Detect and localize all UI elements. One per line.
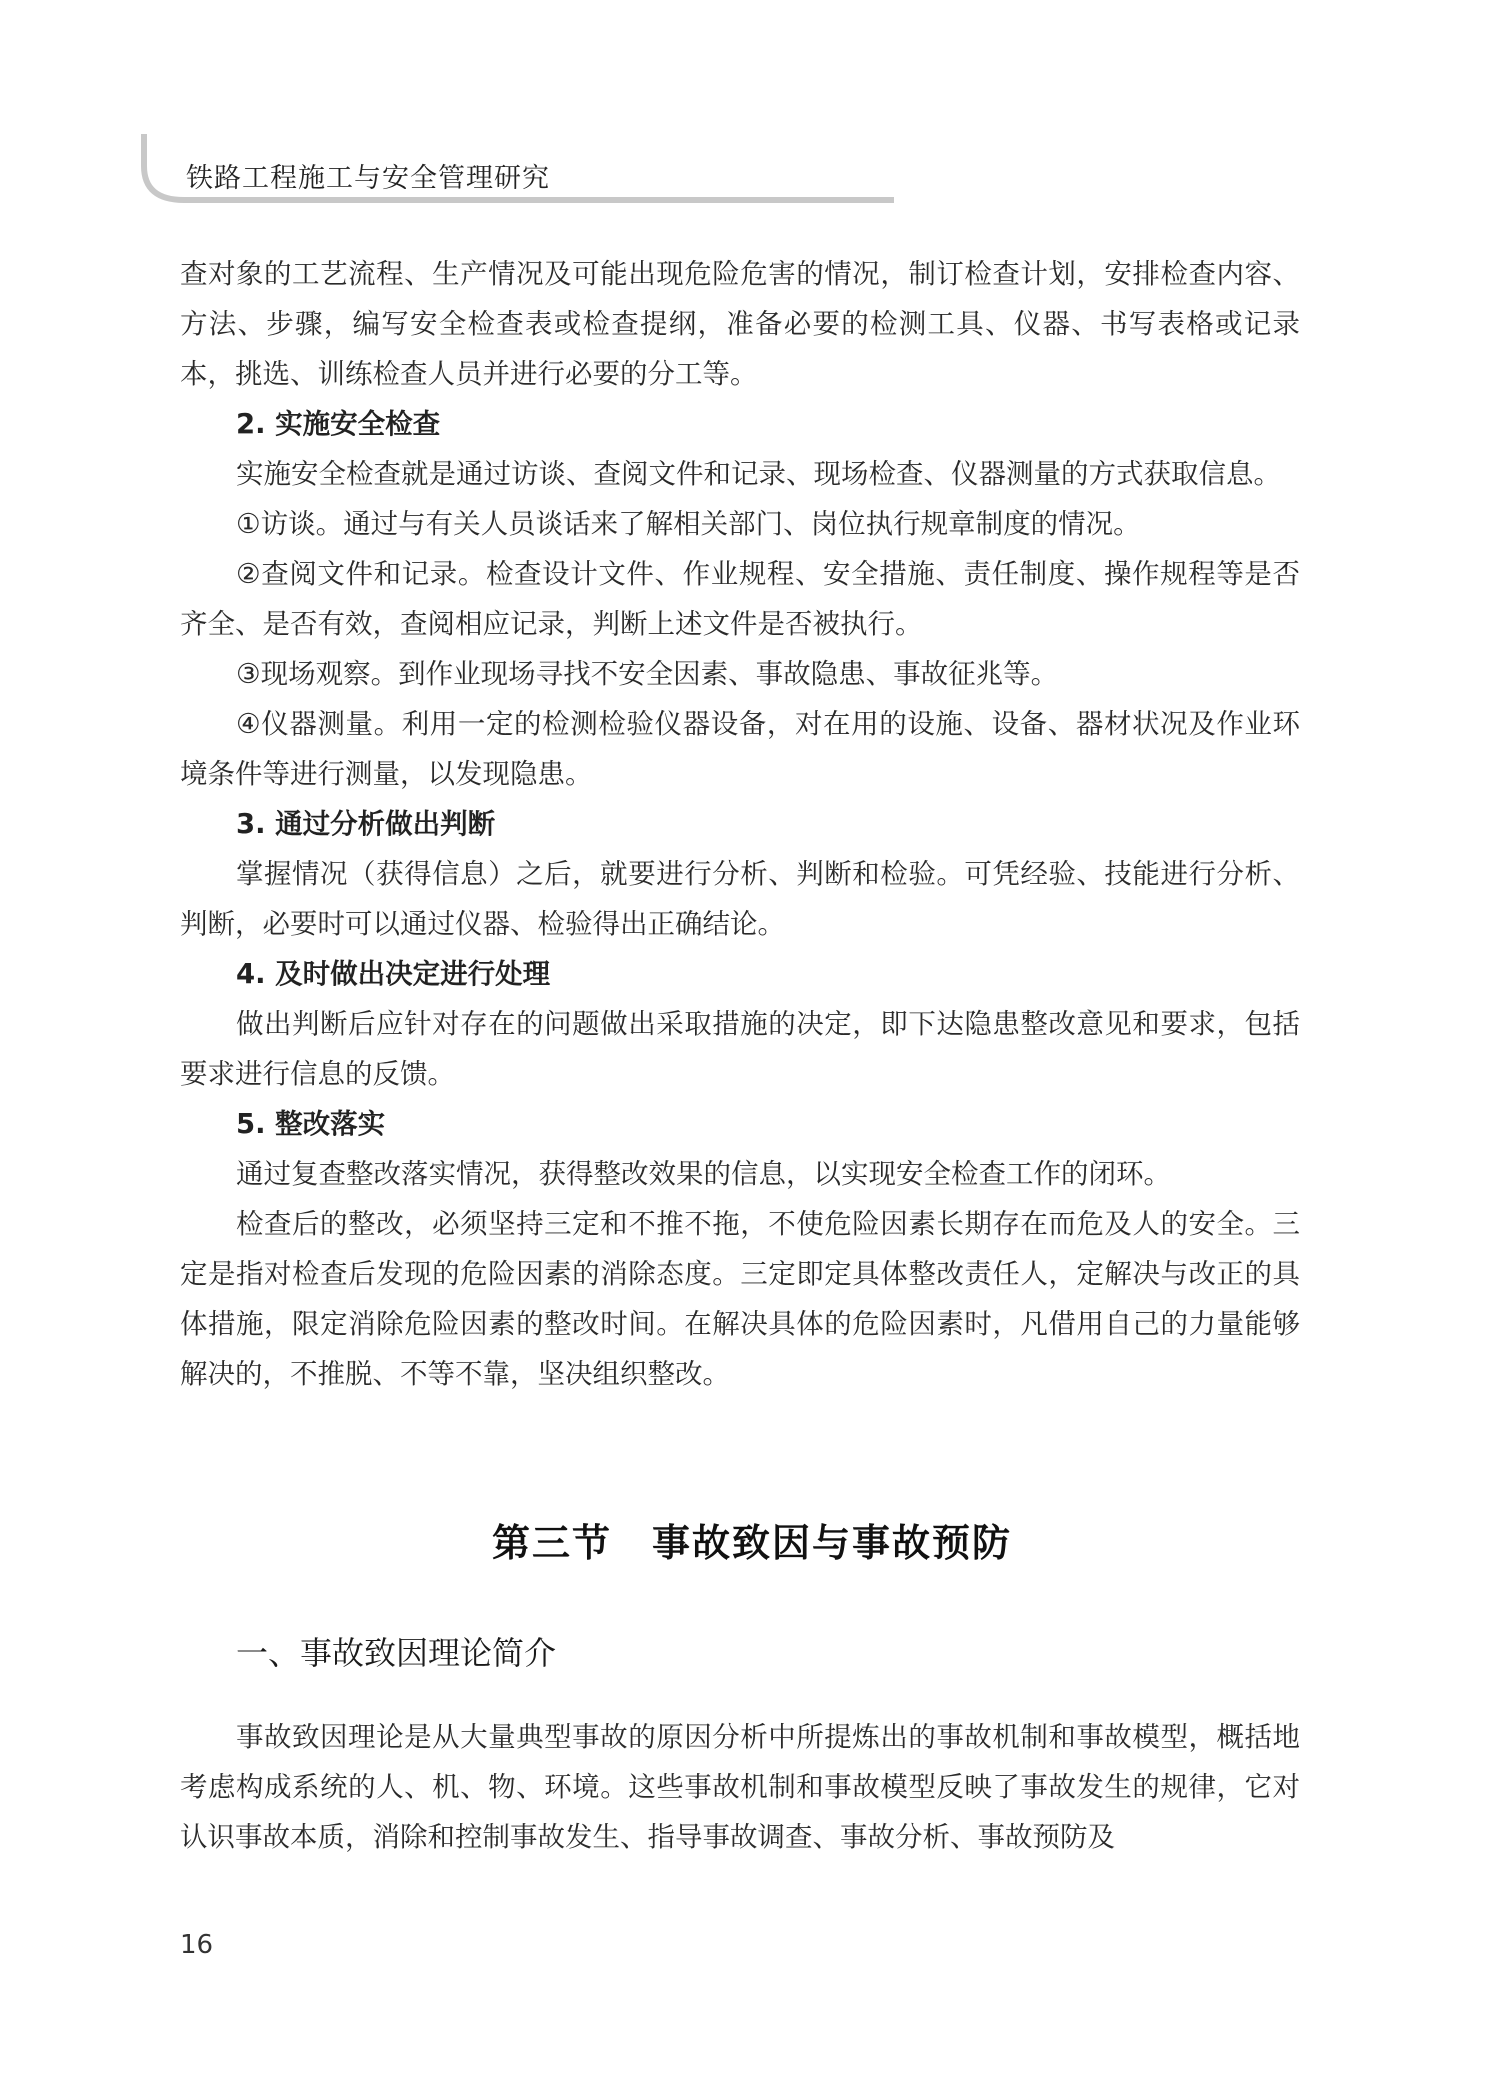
paragraph: 检查后的整改，必须坚持三定和不推不拖，不使危险因素长期存在而危及人的安全。三定是指对检查后发现的危险因素的消除态度。三定即定具体整改责任人，定解决与改正的具体措施，限定消除危险因素的整改时间。在解决具体的危险因素时，凡借用自己的力量能够解决的，不推脱、不等不靠，坚决组织整改。 bbox=[180, 1208, 1300, 1390]
paragraph: ①访谈。通过与有关人员谈话来了解相关部门、岗位执行规章制度的情况。 bbox=[236, 508, 1141, 540]
subheading: 3. 通过分析做出判断 bbox=[236, 808, 496, 840]
header-title: 铁路工程施工与安全管理研究 bbox=[186, 163, 550, 194]
running-header bbox=[136, 130, 896, 206]
body-text bbox=[180, 249, 1300, 1399]
subheading: 5. 整改落实 bbox=[236, 1108, 386, 1140]
paragraph: ②查阅文件和记录。检查设计文件、作业规程、安全措施、责任制度、操作规程等是否齐全、是否有效，查阅相应记录，判断上述文件是否被执行。 bbox=[180, 558, 1300, 640]
subheading: 4. 及时做出决定进行处理 bbox=[236, 958, 551, 990]
page-number: 16 bbox=[180, 1930, 214, 1960]
paragraph: 事故致因理论是从大量典型事故的原因分析中所提炼出的事故机制和事故模型，概括地考虑构成系统的人、机、物、环境。这些事故机制和事故模型反映了事故发生的规律，它对认识事故本质，消除和控制事故发生、指导事故调查、事故分析、事故预防及 bbox=[180, 1721, 1300, 1853]
paragraph: 实施安全检查就是通过访谈、查阅文件和记录、现场检查、仪器测量的方式获取信息。 bbox=[236, 458, 1281, 490]
paragraph: ④仪器测量。利用一定的检测检验仪器设备，对在用的设施、设备、器材状况及作业环境条件等进行测量，以发现隐患。 bbox=[180, 708, 1300, 790]
subheading: 2. 实施安全检查 bbox=[236, 408, 441, 440]
paragraph: 查对象的工艺流程、生产情况及可能出现危险危害的情况，制订检查计划，安排检查内容、方法、步骤，编写安全检查表或检查提纲，准备必要的检测工具、仪器、书写表格或记录本，挑选、训练检查人员并进行必要的分工等。 bbox=[180, 258, 1300, 390]
paragraph: ③现场观察。到作业现场寻找不安全因素、事故隐患、事故征兆等。 bbox=[236, 658, 1059, 690]
paragraph: 掌握情况（获得信息）之后，就要进行分析、判断和检验。可凭经验、技能进行分析、判断，必要时可以通过仪器、检验得出正确结论。 bbox=[180, 858, 1300, 940]
paragraph: 通过复查整改落实情况，获得整改效果的信息，以实现安全检查工作的闭环。 bbox=[236, 1158, 1171, 1190]
paragraph: 做出判断后应针对存在的问题做出采取措施的决定，即下达隐患整改意见和要求，包括要求进行信息的反馈。 bbox=[180, 1008, 1300, 1090]
subsection-title: 一、事故致因理论简介 bbox=[236, 1634, 557, 1672]
section-title: 第三节 事故致因与事故预防 bbox=[491, 1521, 1012, 1565]
section-body-text bbox=[180, 1712, 1300, 1862]
